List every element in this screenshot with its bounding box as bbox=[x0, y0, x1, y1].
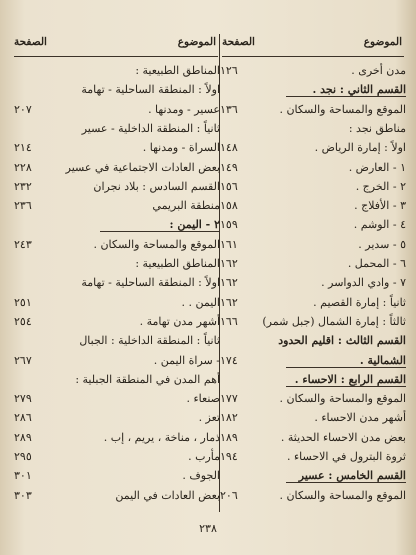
toc-entry-title: الموقع والمساحة والسكان . bbox=[279, 392, 406, 406]
toc-entry-title: تعز . bbox=[198, 411, 220, 425]
toc-entry bbox=[14, 332, 220, 349]
toc-entry-title: الموقع والمساحة والسكان . bbox=[279, 488, 406, 502]
toc-entry bbox=[14, 390, 220, 407]
toc-entry-title: - سراة اليمن . bbox=[153, 353, 220, 367]
toc-entry-title: منطقة البريمي bbox=[152, 199, 220, 213]
toc-entry-title: الجوف . bbox=[182, 469, 220, 483]
toc-entry-page: ١٤٨ bbox=[220, 141, 238, 155]
toc-entry-title: ذمار ، مناخة ، يريم ، إب . bbox=[103, 430, 220, 444]
left-header-topic: الموضوع bbox=[177, 36, 216, 48]
toc-entry bbox=[14, 274, 220, 291]
toc-entry-title: القسم الثاني : نجد . bbox=[312, 83, 406, 97]
toc-entry-page: ٣٠١ bbox=[14, 469, 32, 483]
left-column bbox=[14, 0, 220, 520]
toc-entry-title: مأرب . bbox=[188, 450, 220, 463]
toc-entry bbox=[14, 352, 220, 369]
toc-entry bbox=[14, 139, 220, 156]
toc-entry bbox=[14, 81, 220, 98]
toc-entry-title: الشمالية . bbox=[359, 353, 406, 367]
toc-entry-title: ٢ - اليمن : bbox=[169, 218, 220, 232]
toc-entry-page: ١٧٧ bbox=[220, 392, 238, 406]
toc-entry-page: ١٣٦ bbox=[220, 102, 238, 116]
toc-entry-page: ١٥٦ bbox=[220, 179, 238, 193]
toc-entry bbox=[220, 371, 406, 388]
toc-entry bbox=[14, 178, 220, 195]
toc-entry bbox=[14, 255, 220, 272]
toc-entry bbox=[220, 467, 406, 484]
toc-entry-page: ١٦٢ bbox=[220, 257, 238, 270]
toc-entry-title: اليمن . . bbox=[181, 295, 220, 309]
toc-entry bbox=[220, 352, 406, 369]
toc-entry bbox=[220, 487, 406, 504]
toc-entry-title: أشهر مدن تهامة . bbox=[139, 314, 220, 328]
toc-entry-title: اولاً : إمارة الرياض . bbox=[314, 141, 406, 155]
toc-entry-title: أشهر مدن الاحساء . bbox=[314, 411, 406, 425]
section-underline bbox=[286, 386, 406, 387]
toc-entry-page: ١٤٩ bbox=[220, 160, 238, 174]
toc-entry bbox=[14, 409, 220, 426]
toc-entry-page: ٢٨٦ bbox=[14, 411, 32, 425]
toc-entry-title: عسير - ومدنها . bbox=[148, 102, 220, 116]
toc-entry-title: القسم الخامس : عسير bbox=[298, 469, 406, 483]
toc-entry-page: ٢٧٩ bbox=[14, 392, 32, 406]
toc-entry bbox=[220, 139, 406, 156]
toc-entry bbox=[220, 429, 406, 446]
toc-entry bbox=[14, 294, 220, 311]
toc-entry-title: الموقع والمساحة والسكان . bbox=[279, 102, 406, 116]
toc-entry-title: ثالثاً : إمارة الشمال (جبل شمر) bbox=[262, 314, 406, 328]
toc-entry bbox=[220, 274, 406, 291]
toc-entry bbox=[220, 332, 406, 349]
toc-entry bbox=[14, 101, 220, 118]
toc-entry bbox=[220, 236, 406, 253]
toc-entry bbox=[14, 216, 220, 233]
toc-entry-page: ١٢٦ bbox=[220, 64, 238, 77]
toc-entry-title: اولاً : المنطقة الساحلية - تهامة bbox=[81, 276, 220, 290]
toc-entry-title: أهم المدن في المنطقة الجبلية : bbox=[75, 372, 220, 386]
toc-entry bbox=[14, 429, 220, 446]
toc-entry-title: اولاً : المنطقة الساحلية - تهامة bbox=[81, 83, 220, 97]
toc-entry-page: ٢٦٧ bbox=[14, 353, 32, 367]
toc-entry-page: ٢٣٢ bbox=[14, 179, 32, 193]
toc-entry bbox=[220, 81, 406, 98]
toc-entry bbox=[220, 313, 406, 330]
left-header-page: الصفحة bbox=[14, 36, 47, 48]
toc-entry bbox=[14, 197, 220, 214]
toc-entry bbox=[220, 178, 406, 195]
section-underline bbox=[286, 367, 406, 368]
toc-entry bbox=[220, 197, 406, 214]
toc-entry-title: ٤ - الوشم . bbox=[353, 218, 406, 232]
right-column bbox=[220, 0, 406, 520]
section-underline bbox=[286, 482, 406, 483]
toc-entry-page: ١٦٢ bbox=[220, 295, 238, 309]
toc-entry-title: ٦ - المحمل . bbox=[347, 257, 406, 270]
toc-entry-title: المناطق الطبيعية : bbox=[135, 257, 220, 270]
toc-entry bbox=[220, 159, 406, 176]
toc-entry bbox=[14, 159, 220, 176]
toc-entry-page: ٢٣٦ bbox=[14, 199, 32, 213]
toc-entry bbox=[14, 448, 220, 465]
toc-entry-title: مدن أخرى . bbox=[351, 64, 406, 77]
toc-entry-title: ثروة البترول في الاحساء . bbox=[286, 450, 406, 463]
toc-entry-page: ٢٥٤ bbox=[14, 314, 32, 328]
right-header-page: الصفحة bbox=[222, 36, 255, 48]
toc-entry-title: بعض العادات الاجتماعية في عسير bbox=[65, 160, 220, 174]
toc-entry-page: ٢٨٩ bbox=[14, 430, 32, 444]
toc-entry-page: ١٦٦ bbox=[220, 314, 238, 328]
toc-entry-page: ٣٠٣ bbox=[14, 488, 32, 502]
section-underline bbox=[286, 96, 406, 97]
toc-entry bbox=[220, 255, 406, 272]
toc-entry-title: ٥ - سدير . bbox=[358, 237, 406, 251]
toc-entry-page: ٢٠٧ bbox=[14, 102, 32, 116]
toc-entry-title: القسم الثالث : اقليم الحدود bbox=[278, 334, 406, 348]
toc-entry bbox=[220, 216, 406, 233]
toc-entry-title: ٢ - الخرج . bbox=[355, 179, 406, 193]
toc-entry bbox=[220, 294, 406, 311]
toc-entry-title: ٧ - وادي الدواسر . bbox=[321, 276, 406, 290]
toc-entry bbox=[220, 390, 406, 407]
toc-entry-page: ١٦١ bbox=[220, 237, 238, 251]
toc-entry-page: ٢٥١ bbox=[14, 295, 32, 309]
toc-entry-page: ٢٩٥ bbox=[14, 450, 32, 463]
toc-entry-page: ١٥٩ bbox=[220, 218, 238, 232]
toc-entry-title: ثانياً : المنطقة الداخلية - عسير bbox=[81, 121, 220, 135]
toc-entry-title: ثانياً : المنطقة الداخلية : الجبال bbox=[79, 334, 220, 348]
toc-entry bbox=[14, 120, 220, 137]
toc-entry-page: ٢١٤ bbox=[14, 141, 32, 155]
toc-entry-title: القسم السادس : بلاد نجران bbox=[93, 179, 220, 193]
toc-entry-page: ٢٢٨ bbox=[14, 160, 32, 174]
toc-entry-title: السراة - ومدنها . bbox=[142, 141, 220, 155]
toc-entry-title: المناطق الطبيعية : bbox=[135, 64, 220, 77]
toc-entry bbox=[14, 467, 220, 484]
toc-entry-page: ١٦٢ bbox=[220, 276, 238, 290]
page-number: ٢٣٨ bbox=[199, 522, 217, 535]
toc-entry-title: القسم الرابع : الاحساء . bbox=[294, 372, 406, 386]
toc-entry bbox=[220, 101, 406, 118]
section-underline bbox=[100, 231, 220, 232]
toc-entry-page: ١٩٤ bbox=[220, 450, 238, 463]
toc-entry-page: ١٧٤ bbox=[220, 353, 238, 367]
toc-entry bbox=[14, 62, 220, 79]
toc-entry-page: ٢٤٣ bbox=[14, 237, 32, 251]
toc-entry-title: ثانياً : إمارة القصيم . bbox=[313, 295, 406, 309]
toc-entry-page: ١٨٢ bbox=[220, 411, 238, 425]
toc-entry-title: مناطق نجد : bbox=[348, 121, 406, 135]
toc-entry-title: ٣ - الأفلاج . bbox=[354, 199, 406, 213]
toc-entry bbox=[220, 448, 406, 465]
toc-entry bbox=[14, 487, 220, 504]
toc-entry bbox=[14, 371, 220, 388]
toc-entry bbox=[220, 120, 406, 137]
toc-entry bbox=[220, 409, 406, 426]
toc-entry-page: ١٥٨ bbox=[220, 199, 238, 213]
toc-entry bbox=[14, 236, 220, 253]
toc-entry-title: الموقع والمساحة والسكان . bbox=[93, 237, 220, 251]
toc-entry-title: بعض العادات في اليمن bbox=[115, 488, 220, 502]
right-header-topic: الموضوع bbox=[363, 36, 402, 48]
toc-entry-page: ٢٠٦ bbox=[220, 488, 238, 502]
toc-entry-title: بعض مدن الاحساء الحديثة . bbox=[280, 430, 406, 444]
toc-entry-title: صنعاء . bbox=[186, 392, 220, 406]
toc-entry-page: ١٨٩ bbox=[220, 430, 238, 444]
toc-entry bbox=[220, 62, 406, 79]
toc-entry bbox=[14, 313, 220, 330]
toc-entry-title: ١ - العارض . bbox=[348, 160, 406, 174]
